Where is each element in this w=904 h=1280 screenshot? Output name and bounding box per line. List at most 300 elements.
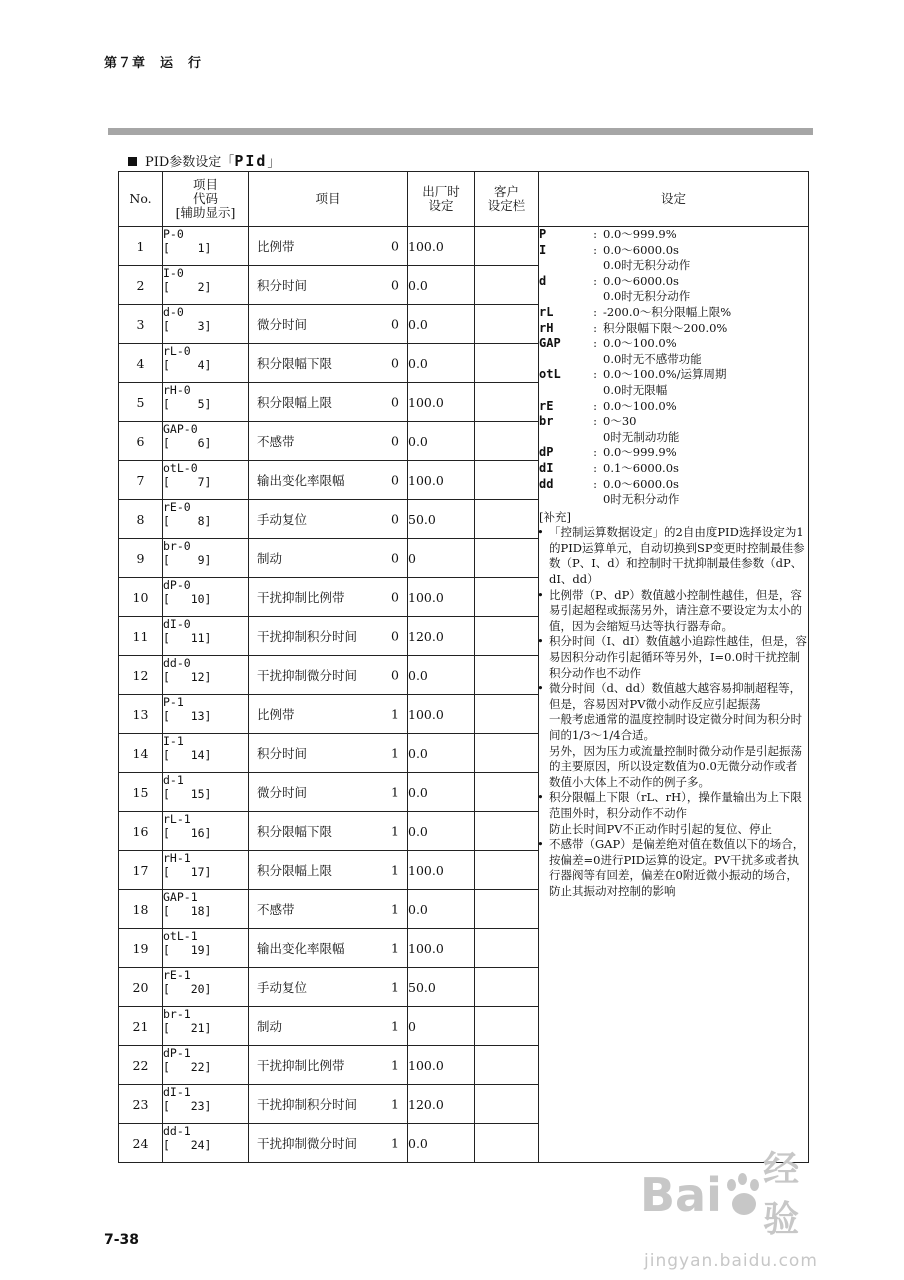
setting-line [539, 336, 808, 352]
supplement-note-text: 积分限幅上下限（rL、rH），操作量输出为上下限范围外时，积分动作不动作 防止长时间PV不正动作时引起的复位、停止 [549, 790, 802, 836]
row-no: 2 [119, 266, 163, 305]
setting-line [539, 305, 808, 321]
row-code [163, 227, 249, 266]
row-name-cell [249, 1085, 408, 1124]
row-customer-setting [475, 461, 539, 500]
setting-line [539, 243, 808, 259]
row-customer-setting [475, 539, 539, 578]
row-default: 120.0 [408, 1085, 475, 1124]
row-unit: 0 [391, 355, 399, 371]
row-code-main: rE-0 [163, 500, 191, 514]
setting-colon: : [593, 398, 597, 413]
setting-line [539, 477, 808, 493]
row-default: 0.0 [408, 344, 475, 383]
row-code-aux: [ 22] [163, 1060, 212, 1074]
row-unit: 1 [391, 1096, 399, 1112]
row-customer-setting [475, 695, 539, 734]
row-no: 8 [119, 500, 163, 539]
row-no: 4 [119, 344, 163, 383]
row-no: 9 [119, 539, 163, 578]
row-code-aux: [ 5] [163, 397, 212, 411]
supplement-note-text: 比例带（P、dP）数值越小控制性越佳，但是，容易引起超程或振荡另外，请注意不要设定为太小的值，因为会缩短马达等执行器寿命。 [549, 587, 802, 633]
row-code-aux: [ 12] [163, 670, 212, 684]
row-code [163, 383, 249, 422]
row-no: 19 [119, 929, 163, 968]
watermark-brand2: 经验 [763, 1149, 800, 1240]
header-customer [475, 172, 539, 227]
row-name-cell [249, 461, 408, 500]
row-customer-setting [475, 968, 539, 1007]
row-name: 干扰抑制微分时间 [257, 1136, 358, 1151]
row-code-aux: [ 19] [163, 943, 212, 957]
row-code-aux: [ 11] [163, 631, 212, 645]
supplement-note [539, 790, 808, 837]
setting-key: d [539, 273, 547, 288]
row-name: 制动 [257, 551, 283, 566]
setting-value: 0.0～100.0% [603, 398, 677, 413]
row-name: 干扰抑制积分时间 [257, 1097, 358, 1112]
row-code-main: br-0 [163, 539, 191, 553]
row-code [163, 266, 249, 305]
header-default [408, 172, 475, 227]
row-customer-setting [475, 1085, 539, 1124]
row-unit: 1 [391, 862, 399, 878]
row-default: 50.0 [408, 968, 475, 1007]
row-code-main: dd-0 [163, 656, 191, 670]
row-name: 积分限幅下限 [257, 356, 333, 371]
supplement-note [539, 837, 808, 899]
supplement-note-text: 不感带（GAP）是偏差绝对值在数值以下的场合，按偏差=0进行PID运算的设定。PV干扰多或者执行器阀等有回差，偏差在0附近微小振动的场合，防止其振动对控制的影响 [549, 837, 805, 898]
row-code-aux: [ 1] [163, 241, 212, 255]
row-code [163, 1124, 249, 1163]
setting-colon: : [593, 304, 597, 319]
supplement-note-text: 积分时间（I、dI）数值越小追踪性越佳，但是，容易因积分动作引起循环等另外，I=0.0时干扰控制积分动作也不动作 [549, 634, 807, 680]
row-default: 0.0 [408, 656, 475, 695]
bullet-icon: • [537, 587, 544, 602]
setting-value: 0.0时无积分动作 [603, 258, 691, 273]
row-unit: 0 [391, 316, 399, 332]
row-code-main: dI-0 [163, 617, 191, 631]
row-unit: 1 [391, 784, 399, 800]
row-default: 0.0 [408, 1124, 475, 1163]
row-customer-setting [475, 1007, 539, 1046]
row-customer-setting [475, 734, 539, 773]
watermark-logo [640, 1145, 830, 1245]
row-name-cell [249, 344, 408, 383]
setting-line [539, 445, 808, 461]
setting-line [539, 461, 808, 477]
row-customer-setting [475, 500, 539, 539]
row-name-cell [249, 383, 408, 422]
row-name: 干扰抑制微分时间 [257, 668, 358, 683]
row-code [163, 1046, 249, 1085]
watermark-brand: Bai [640, 1168, 722, 1222]
setting-colon: : [593, 273, 597, 288]
watermark-url: jingyan.baidu.com [644, 1251, 818, 1271]
baidu-watermark [640, 1145, 830, 1271]
row-customer-setting [475, 1046, 539, 1085]
row-unit: 0 [391, 277, 399, 293]
setting-value: 0.1～6000.0s [603, 460, 679, 475]
header-code [163, 172, 249, 227]
setting-colon: : [593, 336, 597, 351]
row-name: 输出变化率限幅 [257, 473, 345, 488]
row-no: 3 [119, 305, 163, 344]
setting-line [539, 492, 808, 508]
row-no: 21 [119, 1007, 163, 1046]
supplement-note-text: 「控制运算数据设定」的2自由度PID选择设定为1的PID运算单元，自动切换到SP变更时控制最佳参数（P、I、d）和控制时干扰抑制最佳参数（dP、dI、dd） [549, 525, 805, 587]
row-name: 不感带 [257, 434, 295, 449]
row-default: 100.0 [408, 383, 475, 422]
header-code-line1: 项目 [192, 177, 218, 192]
setting-line [539, 430, 808, 446]
row-code-aux: [ 3] [163, 319, 212, 333]
setting-value: 0.0～999.9% [603, 445, 677, 460]
row-customer-setting [475, 227, 539, 266]
setting-line [539, 399, 808, 415]
row-customer-setting [475, 656, 539, 695]
table-row [119, 227, 809, 266]
row-name: 输出变化率限幅 [257, 941, 345, 956]
row-default: 0.0 [408, 422, 475, 461]
setting-key: I [539, 242, 547, 257]
bullet-icon: • [537, 525, 544, 540]
row-default: 100.0 [408, 929, 475, 968]
row-name: 积分时间 [257, 278, 308, 293]
row-code-main: I-0 [163, 266, 184, 280]
row-code-aux: [ 16] [163, 826, 212, 840]
row-code-aux: [ 23] [163, 1099, 212, 1113]
row-code-aux: [ 2] [163, 280, 212, 294]
header-code-line2: 代码 [192, 191, 218, 206]
row-default: 0.0 [408, 305, 475, 344]
row-name-cell [249, 851, 408, 890]
row-name-cell [249, 1046, 408, 1085]
row-code-aux: [ 15] [163, 787, 212, 801]
setting-value: 0.0～6000.0s [603, 273, 679, 288]
row-default: 100.0 [408, 1046, 475, 1085]
row-unit: 0 [391, 667, 399, 683]
setting-key: rE [539, 398, 554, 413]
row-code-main: dP-0 [163, 578, 191, 592]
supplement-note-text: 微分时间（d、dd）数值越大越容易抑制超程等，但是，容易因对PV微小动作反应引起振荡 一般考虑通常的温度控制时设定微分时间为积分时间的1/3～1/4合适。 另外，因为压力或流量控制时微分动作是引起振荡的主要原因，所以设定数值为0.0无微分动作或者数值小大体上不动作的例子多。 [549, 681, 802, 789]
row-code-aux: [ 4] [163, 358, 212, 372]
section-title-seg: PId [234, 152, 268, 170]
setting-colon: : [593, 476, 597, 491]
row-name: 积分限幅上限 [257, 395, 333, 410]
row-customer-setting [475, 383, 539, 422]
row-unit: 0 [391, 394, 399, 410]
row-name-cell [249, 968, 408, 1007]
setting-value: -200.0～积分限幅上限% [603, 304, 732, 319]
pid-parameter-table [118, 171, 809, 1163]
supplement-heading: [补充] [539, 509, 571, 524]
row-code-main: rH-1 [163, 851, 191, 865]
row-name: 积分限幅下限 [257, 824, 333, 839]
setting-line [539, 414, 808, 430]
row-customer-setting [475, 422, 539, 461]
row-name: 干扰抑制积分时间 [257, 629, 358, 644]
setting-colon: : [593, 445, 597, 460]
row-code [163, 734, 249, 773]
row-customer-setting [475, 578, 539, 617]
row-code-main: br-1 [163, 1007, 191, 1021]
setting-key: br [539, 414, 554, 429]
row-no: 22 [119, 1046, 163, 1085]
row-default: 0.0 [408, 890, 475, 929]
row-code-main: otL-0 [163, 461, 198, 475]
setting-colon: : [593, 460, 597, 475]
row-code [163, 1007, 249, 1046]
header-customer-line2: 设定栏 [487, 198, 526, 213]
row-default: 0 [408, 1007, 475, 1046]
row-default: 100.0 [408, 695, 475, 734]
row-code-main: d-1 [163, 773, 184, 787]
row-default: 100.0 [408, 851, 475, 890]
row-name: 手动复位 [257, 512, 308, 527]
row-code-main: I-1 [163, 734, 184, 748]
header-customer-line1: 客户 [493, 184, 519, 199]
row-name: 微分时间 [257, 317, 308, 332]
row-name: 干扰抑制比例带 [257, 590, 345, 605]
setting-line [539, 321, 808, 337]
row-no: 20 [119, 968, 163, 1007]
row-code-aux: [ 13] [163, 709, 212, 723]
setting-value: 0.0～6000.0s [603, 476, 679, 491]
square-bullet-icon [128, 157, 137, 166]
setting-line [539, 367, 808, 383]
setting-value: 0.0时无积分动作 [603, 289, 691, 304]
bullet-icon: • [537, 790, 544, 805]
setting-key: dd [539, 476, 554, 491]
row-code [163, 344, 249, 383]
row-code-aux: [ 18] [163, 904, 212, 918]
bullet-icon: • [537, 681, 544, 696]
setting-value: 积分限幅下限～200.0% [603, 320, 728, 335]
row-code-main: dI-1 [163, 1085, 191, 1099]
setting-value: 0时无制动功能 [603, 429, 680, 444]
header-no: No. [119, 172, 163, 227]
row-code-main: rL-1 [163, 812, 191, 826]
row-code-aux: [ 14] [163, 748, 212, 762]
row-code-aux: [ 9] [163, 553, 212, 567]
setting-value: 0.0～100.0% [603, 336, 677, 351]
row-no: 12 [119, 656, 163, 695]
row-no: 1 [119, 227, 163, 266]
row-code-main: P-1 [163, 695, 184, 709]
row-code [163, 539, 249, 578]
row-customer-setting [475, 344, 539, 383]
row-no: 16 [119, 812, 163, 851]
row-no: 17 [119, 851, 163, 890]
table-header-row [119, 172, 809, 227]
row-customer-setting [475, 305, 539, 344]
row-no: 15 [119, 773, 163, 812]
setting-key: dP [539, 445, 554, 460]
row-customer-setting [475, 929, 539, 968]
setting-key: rH [539, 320, 554, 335]
row-code-aux: [ 8] [163, 514, 212, 528]
header-setting: 设定 [539, 172, 809, 227]
section-title [128, 151, 280, 170]
section-title-text: PID参数设定「 [145, 155, 235, 170]
header-default-line1: 出厂时 [422, 184, 460, 199]
row-name-cell [249, 266, 408, 305]
row-no: 24 [119, 1124, 163, 1163]
row-name: 制动 [257, 1019, 283, 1034]
setting-key: P [539, 227, 547, 241]
setting-key: dI [539, 460, 554, 475]
row-default: 0.0 [408, 266, 475, 305]
row-name-cell [249, 227, 408, 266]
row-name-cell [249, 422, 408, 461]
row-name: 比例带 [257, 239, 295, 254]
row-name-cell [249, 890, 408, 929]
row-code-aux: [ 17] [163, 865, 212, 879]
row-code [163, 1085, 249, 1124]
row-unit: 0 [391, 238, 399, 254]
paw-icon [724, 1173, 761, 1217]
row-code-main: GAP-0 [163, 422, 198, 436]
row-unit: 0 [391, 628, 399, 644]
row-customer-setting [475, 1124, 539, 1163]
header-code-line3: [辅助显示] [175, 205, 236, 220]
row-unit: 1 [391, 745, 399, 761]
supplement-note [539, 588, 808, 635]
row-default: 100.0 [408, 461, 475, 500]
header-default-line2: 设定 [428, 198, 454, 213]
row-code [163, 890, 249, 929]
setting-key: rL [539, 304, 554, 319]
row-code-main: dP-1 [163, 1046, 191, 1060]
row-default: 120.0 [408, 617, 475, 656]
setting-description [539, 227, 809, 1163]
setting-value: 0.0～6000.0s [603, 242, 679, 257]
row-code [163, 773, 249, 812]
row-unit: 1 [391, 901, 399, 917]
row-name: 不感带 [257, 902, 295, 917]
setting-value: 0.0～100.0%/运算周期 [603, 367, 727, 382]
row-name: 比例带 [257, 707, 295, 722]
setting-line [539, 289, 808, 305]
row-code [163, 617, 249, 656]
setting-key: GAP [539, 336, 561, 351]
row-unit: 1 [391, 940, 399, 956]
row-customer-setting [475, 812, 539, 851]
row-code-main: otL-1 [163, 929, 198, 943]
row-default: 100.0 [408, 578, 475, 617]
row-code [163, 695, 249, 734]
row-code [163, 422, 249, 461]
row-no: 18 [119, 890, 163, 929]
row-no: 13 [119, 695, 163, 734]
row-no: 7 [119, 461, 163, 500]
row-default: 50.0 [408, 500, 475, 539]
setting-colon: : [593, 414, 597, 429]
row-name-cell [249, 1007, 408, 1046]
row-name: 微分时间 [257, 785, 308, 800]
setting-value: 0.0时无不感带功能 [603, 351, 702, 366]
row-code [163, 656, 249, 695]
bullet-icon: • [537, 634, 544, 649]
setting-line [539, 383, 808, 399]
row-no: 6 [119, 422, 163, 461]
row-default: 0.0 [408, 734, 475, 773]
row-code [163, 461, 249, 500]
row-unit: 0 [391, 589, 399, 605]
bullet-icon: • [537, 837, 544, 852]
row-customer-setting [475, 890, 539, 929]
row-unit: 1 [391, 1057, 399, 1073]
row-no: 10 [119, 578, 163, 617]
row-unit: 1 [391, 823, 399, 839]
row-name: 干扰抑制比例带 [257, 1058, 345, 1073]
row-name-cell [249, 656, 408, 695]
setting-line [539, 227, 808, 243]
setting-line [539, 258, 808, 274]
row-code [163, 500, 249, 539]
row-code [163, 851, 249, 890]
page-number: 7-38 [104, 1232, 140, 1248]
row-code-main: rE-1 [163, 968, 191, 982]
row-code [163, 968, 249, 1007]
row-name-cell [249, 773, 408, 812]
row-customer-setting [475, 266, 539, 305]
section-title-close: 」 [267, 155, 281, 170]
row-code-aux: [ 10] [163, 592, 212, 606]
row-customer-setting [475, 617, 539, 656]
supplement-note [539, 681, 808, 790]
row-code-main: dd-1 [163, 1124, 191, 1138]
row-no: 23 [119, 1085, 163, 1124]
row-default: 0.0 [408, 773, 475, 812]
row-name-cell [249, 812, 408, 851]
row-name-cell [249, 617, 408, 656]
setting-key: otL [539, 367, 561, 382]
row-customer-setting [475, 851, 539, 890]
row-code-aux: [ 6] [163, 436, 212, 450]
row-default: 0 [408, 539, 475, 578]
row-unit: 0 [391, 511, 399, 527]
row-customer-setting [475, 773, 539, 812]
row-unit: 1 [391, 706, 399, 722]
row-name-cell [249, 500, 408, 539]
setting-value: 0～30 [603, 414, 637, 429]
chapter-header: 第７章 运 行 [104, 56, 203, 71]
row-no: 11 [119, 617, 163, 656]
row-unit: 0 [391, 472, 399, 488]
row-code-main: GAP-1 [163, 890, 198, 904]
row-name-cell [249, 1124, 408, 1163]
row-code [163, 812, 249, 851]
row-unit: 0 [391, 433, 399, 449]
row-code-main: P-0 [163, 227, 184, 241]
row-default: 100.0 [408, 227, 475, 266]
row-name-cell [249, 305, 408, 344]
row-code-main: rL-0 [163, 344, 191, 358]
row-name-cell [249, 578, 408, 617]
setting-colon: : [593, 367, 597, 382]
supplement-note [539, 634, 808, 681]
supplement-note [539, 525, 808, 587]
row-code-aux: [ 21] [163, 1021, 212, 1035]
header-rule [108, 128, 813, 135]
header-name: 项目 [249, 172, 408, 227]
setting-colon: : [593, 227, 597, 241]
row-code-aux: [ 24] [163, 1138, 212, 1152]
setting-value: 0.0～999.9% [603, 227, 677, 241]
row-code-aux: [ 7] [163, 475, 212, 489]
